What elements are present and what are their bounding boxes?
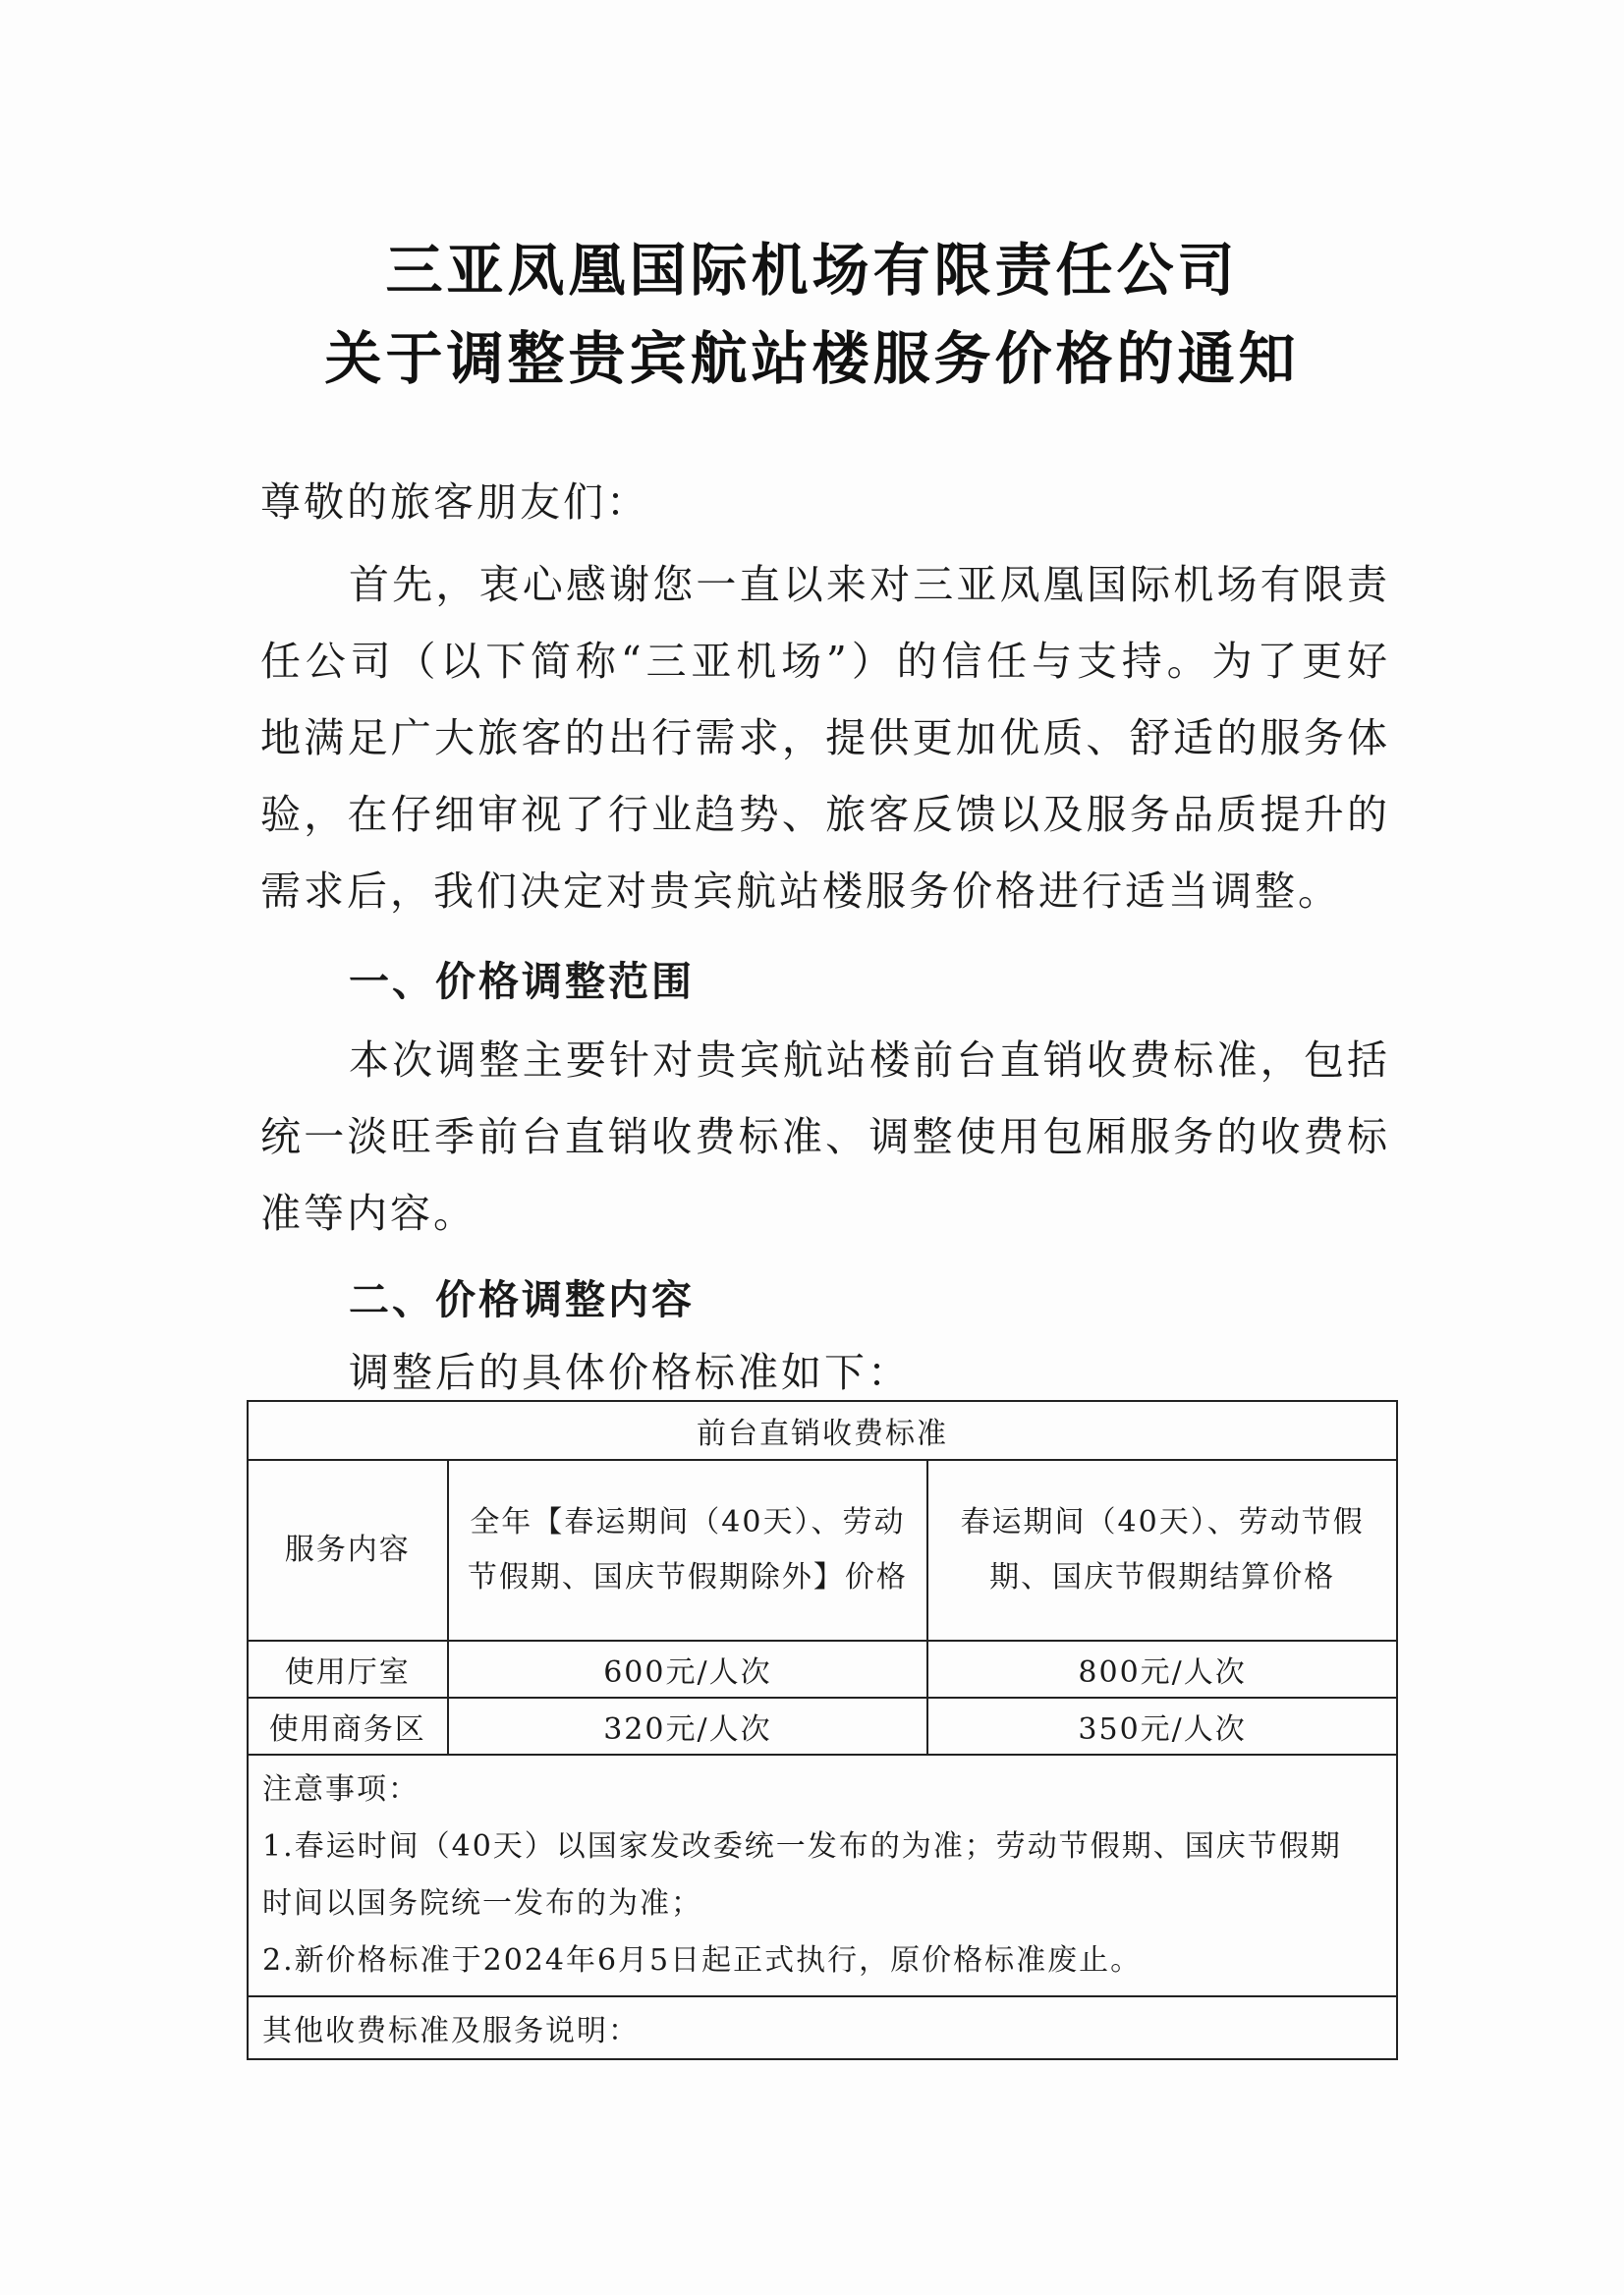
other-standards-cell: 其他收费标准及服务说明： xyxy=(248,1996,1397,2059)
column-header-regular-line1: 全年【春运期间（40天）、劳动 xyxy=(470,1505,906,1539)
document-title-line2: 关于调整贵宾航站楼服务价格的通知 xyxy=(324,325,1300,392)
intro-line: 任公司（以下简称“三亚机场”）的信任与支持。为了更好 xyxy=(260,638,1390,685)
table-title: 前台直销收费标准 xyxy=(248,1401,1397,1460)
note-1-line2: 时间以国务院统一发布的为准； xyxy=(262,1886,702,1921)
document-title-line1: 三亚凤凰国际机场有限责任公司 xyxy=(385,237,1239,304)
column-header-peak-line1: 春运期间（40天）、劳动节假 xyxy=(960,1505,1365,1539)
column-header-regular xyxy=(448,1460,928,1641)
intro-line: 需求后，我们决定对贵宾航站楼服务价格进行适当调整。 xyxy=(260,868,1341,915)
table-row xyxy=(248,1698,1397,1755)
column-header-peak xyxy=(927,1460,1397,1641)
salutation: 尊敬的旅客朋友们： xyxy=(260,478,649,526)
column-header-peak-line2: 期、国庆节假期结算价格 xyxy=(989,1560,1336,1595)
regular-price-cell: 320元/人次 xyxy=(448,1698,928,1755)
column-header-regular-line2: 节假期、国庆节假期除外】价格 xyxy=(467,1560,908,1595)
section1-paragraph xyxy=(260,1022,1390,1252)
section1-heading: 一、价格调整范围 xyxy=(349,958,695,1005)
service-cell: 使用厅室 xyxy=(248,1641,448,1698)
regular-price-cell: 600元/人次 xyxy=(448,1641,928,1698)
section2-lead: 调整后的具体价格标准如下： xyxy=(349,1349,911,1396)
column-header-service: 服务内容 xyxy=(248,1460,448,1641)
note-2: 2.新价格标准于2024年6月5日起正式执行，原价格标准废止。 xyxy=(262,1943,1143,1978)
service-cell: 使用商务区 xyxy=(248,1698,448,1755)
peak-price-cell: 350元/人次 xyxy=(927,1698,1397,1755)
notes-cell xyxy=(248,1755,1397,1996)
section1-line: 本次调整主要针对贵宾航站楼前台直销收费标准，包括 xyxy=(349,1036,1390,1084)
section2-heading: 二、价格调整内容 xyxy=(349,1276,695,1323)
section1-line: 统一淡旺季前台直销收费标准、调整使用包厢服务的收费标 xyxy=(260,1113,1390,1160)
price-table xyxy=(247,1400,1398,2060)
section1-line: 准等内容。 xyxy=(260,1190,476,1237)
table-row xyxy=(248,1641,1397,1698)
notes-title: 注意事项： xyxy=(262,1772,420,1807)
peak-price-cell: 800元/人次 xyxy=(927,1641,1397,1698)
intro-line: 首先，衷心感谢您一直以来对三亚凤凰国际机场有限责 xyxy=(349,561,1390,608)
intro-line: 地满足广大旅客的出行需求，提供更加优质、舒适的服务体 xyxy=(260,714,1390,761)
note-1-line1: 1.春运时间（40天）以国家发改委统一发布的为准；劳动节假期、国庆节假期 xyxy=(262,1829,1342,1864)
intro-paragraph xyxy=(260,546,1390,929)
intro-line: 验，在仔细审视了行业趋势、旅客反馈以及服务品质提升的 xyxy=(260,791,1390,838)
